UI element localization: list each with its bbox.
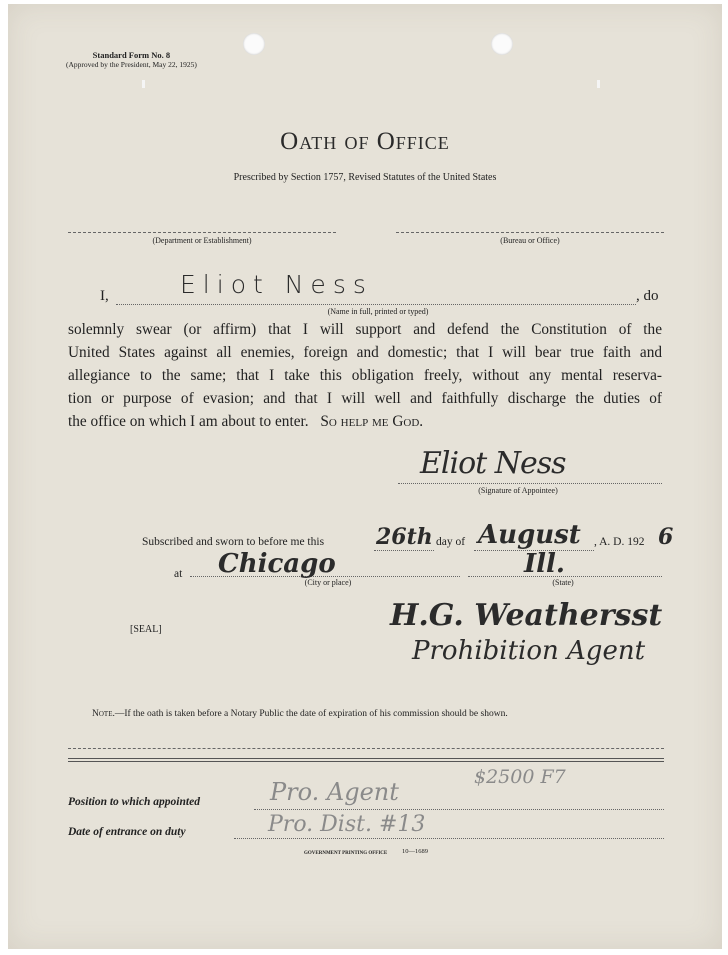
position-value: Pro. Agent: [270, 778, 399, 806]
state-line: [468, 576, 662, 577]
divider-rule-1: [68, 758, 664, 759]
page-subtitle: Prescribed by Section 1757, Revised Statutes of the United States: [233, 172, 497, 183]
divider-rule-2: [68, 761, 664, 762]
divider-dashed: [68, 748, 664, 749]
note-label: Note.: [92, 709, 115, 719]
name-caption: (Name in full, printed or typed): [327, 307, 429, 316]
appointee-signature: Eliot Ness: [420, 446, 566, 481]
position-label: Position to which appointed: [68, 796, 200, 808]
form-number: Standard Form No. 8: [92, 50, 171, 60]
oath-last-line: the office on which I am about to enter.: [68, 413, 309, 430]
sworn-month: August: [478, 520, 581, 550]
salary-note: $2500 F7: [474, 766, 566, 788]
city-caption: (City or place): [304, 578, 352, 587]
oath-line-2: United States against all enemies, foreign and domestic; that I will bear true faith and: [68, 344, 662, 361]
department-caption: (Department or Establishment): [152, 236, 252, 245]
form-number-block: [66, 51, 197, 69]
position-line: [254, 809, 664, 810]
sworn-at-label: at: [174, 568, 183, 580]
bureau-line: [396, 232, 664, 233]
form-sheet: [8, 4, 722, 949]
fold-mark-left: [142, 80, 145, 88]
oath-line-4: tion or purpose of evasion; and that I will well and faithfully discharge the duties of: [68, 390, 662, 407]
punch-hole-right: [491, 33, 513, 55]
oath-line-3: allegiance to the same; that I take this obligation freely, without any mental reserva-: [68, 367, 662, 384]
fold-mark-right: [597, 80, 600, 88]
state-value: Ill.: [524, 549, 565, 579]
note: [92, 709, 508, 719]
sworn-day-line: [374, 550, 434, 551]
name-line: [116, 304, 636, 305]
page-title: Oath of Office: [280, 128, 450, 155]
oath-line-5: [68, 410, 662, 433]
entrance-value: Pro. Dist. #13: [268, 812, 426, 837]
form-code: 10—1689: [402, 848, 428, 855]
sworn-day-label: day of: [436, 536, 466, 548]
officer-title: Prohibition Agent: [412, 636, 646, 666]
state-caption: (State): [552, 578, 574, 587]
signature-line: [398, 483, 662, 484]
name-prefix: I,: [100, 288, 109, 304]
bureau-caption: (Bureau or Office): [500, 236, 560, 245]
oath-closing: So help me God.: [320, 413, 424, 430]
oath-body: [68, 318, 662, 433]
entrance-line: [234, 838, 664, 839]
sworn-prefix: Subscribed and sworn to before me this: [142, 536, 325, 548]
city-value: Chicago: [218, 549, 336, 579]
sworn-year-label: , A. D. 192: [594, 536, 645, 548]
officer-signature: H.G. Weathersst: [390, 598, 663, 633]
form-approval: (Approved by the President, May 22, 1925): [66, 60, 197, 69]
sworn-year: 6: [658, 524, 674, 550]
seal-label: [SEAL]: [130, 624, 162, 635]
name-value: Eliot Ness: [180, 270, 373, 299]
printer-imprint: GOVERNMENT PRINTING OFFICE: [304, 851, 388, 856]
note-text: —If the oath is taken before a Notary Public the date of expiration of his commission should be shown.: [114, 709, 508, 719]
punch-hole-left: [243, 33, 265, 55]
sworn-line: [142, 536, 324, 548]
signature-caption: (Signature of Appointee): [478, 486, 558, 495]
name-suffix: , do: [636, 288, 659, 304]
oath-line-1: solemnly swear (or affirm) that I will support and defend the Constitution of the: [68, 321, 662, 338]
department-line: [68, 232, 336, 233]
sworn-day: 26th: [376, 524, 433, 550]
entrance-label: Date of entrance on duty: [68, 826, 186, 838]
